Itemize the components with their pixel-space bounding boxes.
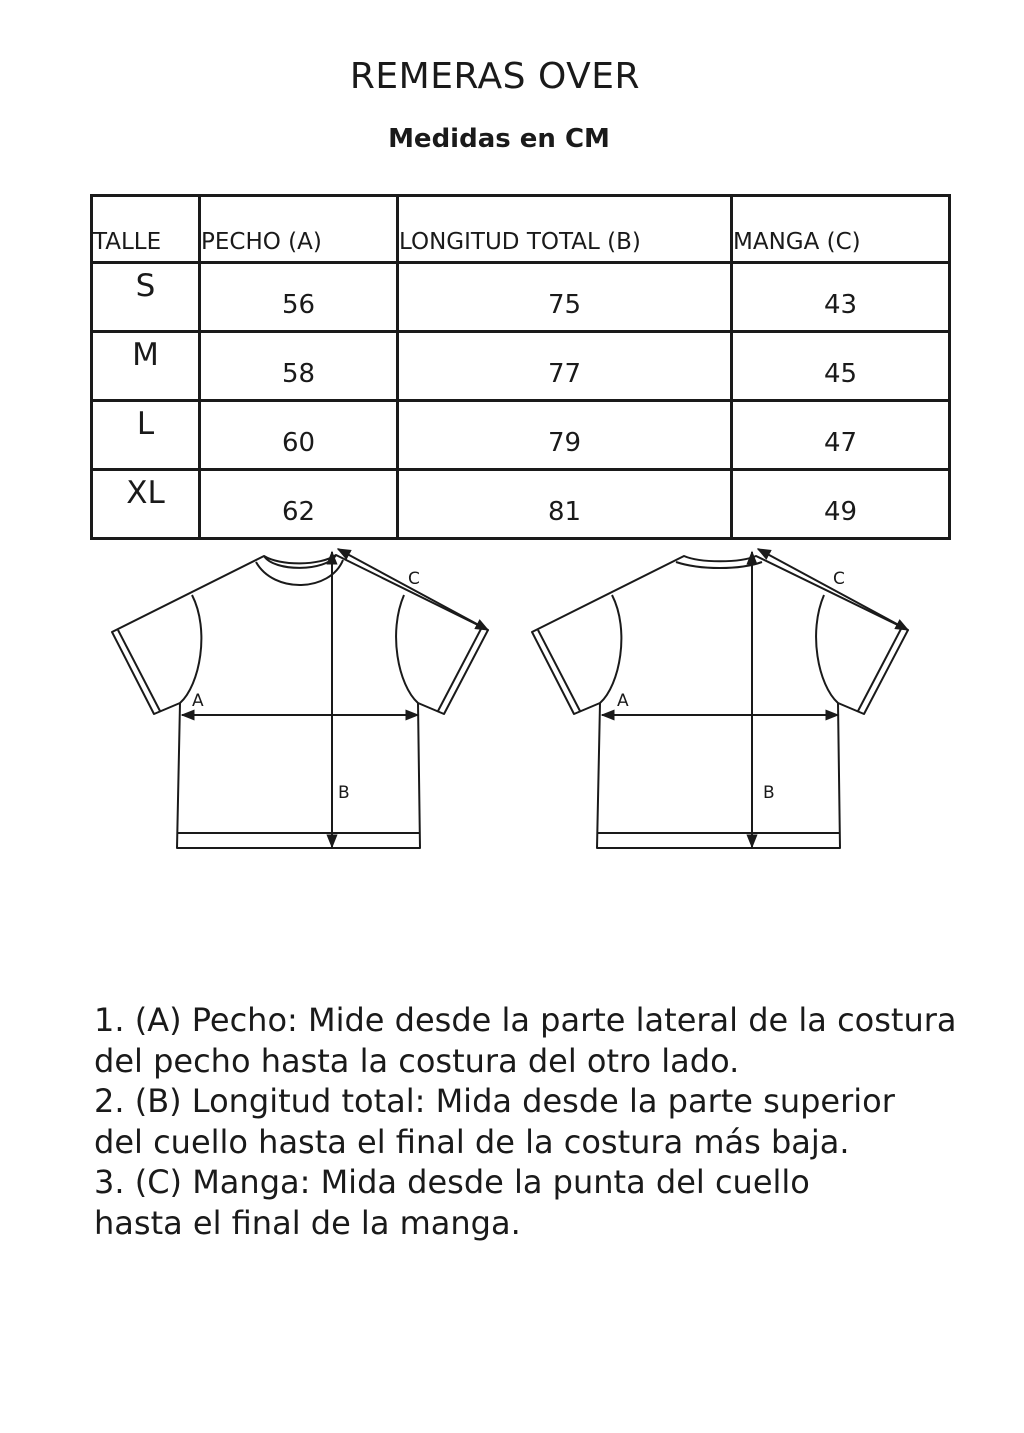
manga-cell: 43 bbox=[732, 263, 950, 332]
measure-c-arrow-back bbox=[758, 549, 908, 630]
measure-c-arrow-front bbox=[338, 549, 488, 630]
page-subtitle: Medidas en CM bbox=[388, 124, 610, 154]
size-cell: M bbox=[92, 332, 200, 401]
manga-cell: 47 bbox=[732, 401, 950, 470]
instruction-line: 3. (C) Manga: Mida desde la punta del cuello bbox=[94, 1163, 810, 1201]
table-row bbox=[92, 332, 950, 401]
header-pecho: PECHO (A) bbox=[200, 196, 398, 263]
tshirt-back-right-sleeve-seam bbox=[816, 595, 838, 703]
tshirt-front-diagram bbox=[112, 549, 488, 848]
label-c-front: C bbox=[408, 569, 420, 589]
longitud-cell: 75 bbox=[398, 263, 732, 332]
tshirt-front-right-cuff bbox=[438, 627, 482, 711]
instruction-line: 2. (B) Longitud total: Mida desde la parte superior bbox=[94, 1082, 895, 1120]
tshirt-back-left-sleeve-seam bbox=[600, 595, 621, 703]
page-title: REMERAS OVER bbox=[349, 56, 641, 97]
instruction-line: del pecho hasta la costura del otro lado. bbox=[94, 1041, 740, 1080]
tshirt-back-left-cuff bbox=[538, 630, 580, 711]
size-cell: XL bbox=[92, 470, 200, 539]
table-row bbox=[92, 263, 950, 332]
instruction-line: del cuello hasta el final de la costura más baja. bbox=[94, 1122, 850, 1161]
longitud-cell: 79 bbox=[398, 401, 732, 470]
instruction-line: 1. (A) Pecho: Mide desde la parte lateral de la costura bbox=[94, 1001, 957, 1039]
size-cell: L bbox=[92, 401, 200, 470]
tshirt-back-collar bbox=[676, 562, 762, 568]
longitud-cell: 77 bbox=[398, 332, 732, 401]
label-a-back: A bbox=[617, 691, 629, 711]
table-row bbox=[92, 401, 950, 470]
label-a-front: A bbox=[192, 691, 204, 711]
garment-diagrams bbox=[0, 530, 1024, 870]
tshirt-front-right-sleeve-seam bbox=[396, 595, 418, 703]
size-table bbox=[90, 194, 951, 540]
tshirt-back-right-cuff bbox=[858, 627, 902, 711]
tshirt-back-diagram bbox=[532, 549, 908, 848]
header-longitud: LONGITUD TOTAL (B) bbox=[398, 196, 732, 263]
measurement-instructions bbox=[94, 1000, 994, 1243]
size-cell: S bbox=[92, 263, 200, 332]
manga-cell: 49 bbox=[732, 470, 950, 539]
pecho-cell: 60 bbox=[200, 401, 398, 470]
tshirt-front-left-sleeve-seam bbox=[180, 595, 201, 703]
header-talle: TALLE bbox=[92, 196, 200, 263]
instruction-line: hasta el final de la manga. bbox=[94, 1203, 521, 1242]
longitud-cell: 81 bbox=[398, 470, 732, 539]
manga-cell: 45 bbox=[732, 332, 950, 401]
label-c-back: C bbox=[833, 569, 845, 589]
tshirt-front-left-cuff bbox=[118, 630, 160, 711]
pecho-cell: 58 bbox=[200, 332, 398, 401]
pecho-cell: 56 bbox=[200, 263, 398, 332]
table-header-row bbox=[92, 196, 950, 263]
label-b-back: B bbox=[763, 783, 775, 803]
label-b-front: B bbox=[338, 783, 350, 803]
header-manga: MANGA (C) bbox=[732, 196, 950, 263]
pecho-cell: 62 bbox=[200, 470, 398, 539]
table-row bbox=[92, 470, 950, 539]
